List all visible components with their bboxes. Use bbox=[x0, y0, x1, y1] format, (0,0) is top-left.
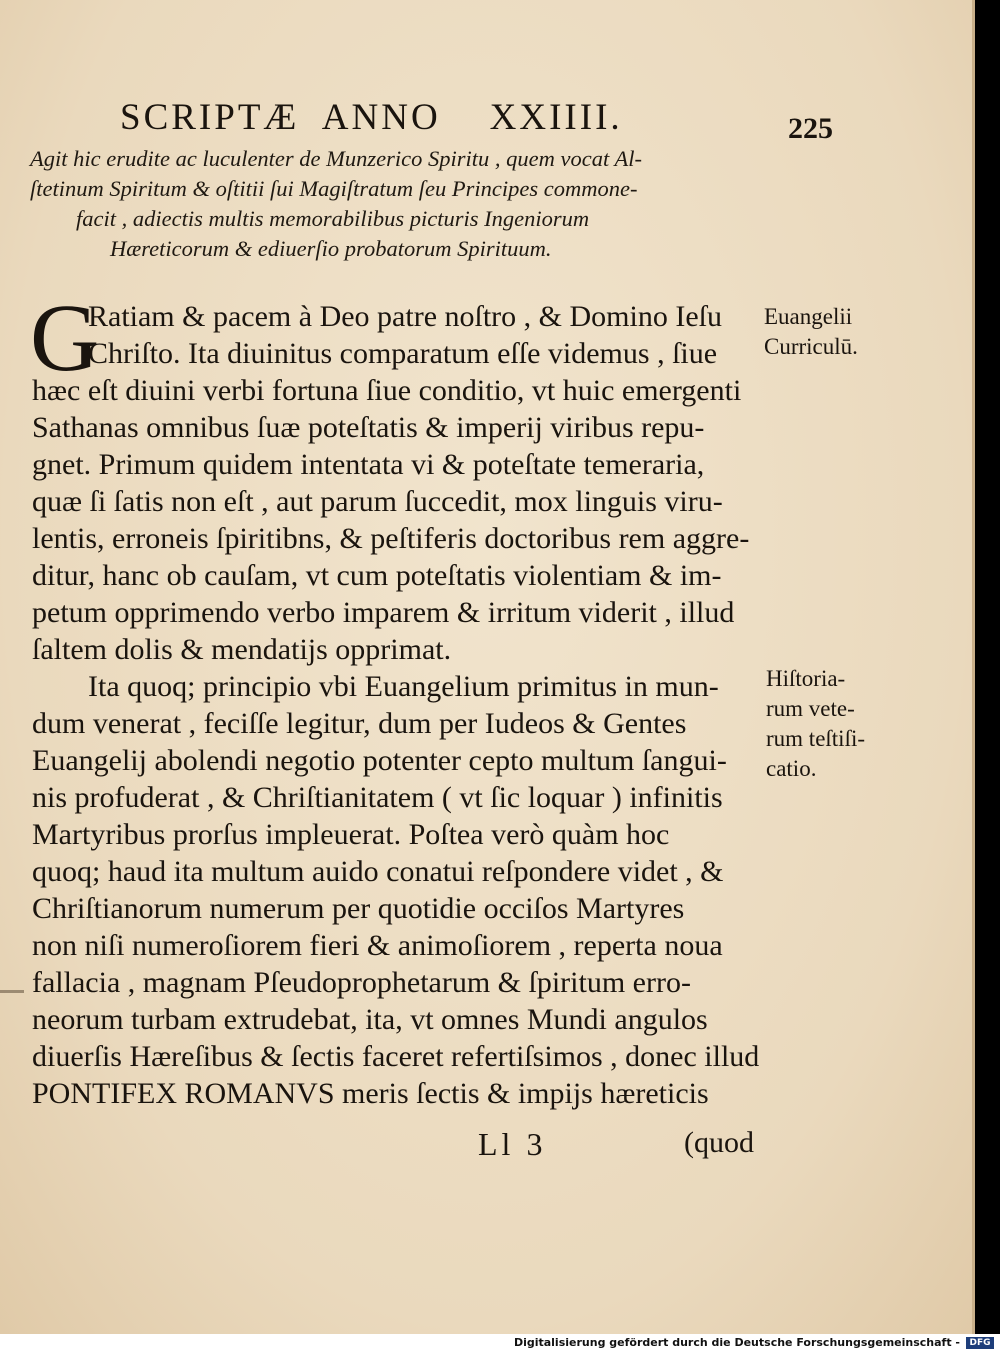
text-line: Martyribus prorſus impleuerat. Poſtea verò quàm hoc bbox=[32, 818, 670, 851]
main-text bbox=[30, 284, 772, 1112]
text-line: fallacia , magnam Pſeudoprophetarum & ſpiritum erro- bbox=[32, 966, 691, 999]
text-line: quoq; haud ita multum auido conatui reſpondere videt , & bbox=[32, 855, 724, 888]
text-line: ſaltem dolis & mendatijs opprimat. bbox=[32, 633, 452, 666]
ink-smudge bbox=[0, 990, 24, 993]
page-number: 225 bbox=[788, 112, 833, 145]
text-line: dum venerat , feciſſe legitur, dum per Iudeos & Gentes bbox=[32, 707, 687, 740]
margin-note-euangelii bbox=[764, 302, 858, 362]
text-line: Sathanas omnibus ſuæ poteſtatis & imperij viribus repu- bbox=[32, 411, 705, 444]
text-line: Ratiam & pacem à Deo patre noſtro , & Domino Ieſu bbox=[88, 300, 722, 333]
summary-line: facit , adiectis multis memorabilibus picturis Ingeniorum bbox=[76, 206, 590, 231]
text-line: PONTIFEX ROMANVS meris ſectis & impijs hæreticis bbox=[32, 1077, 709, 1110]
summary-line: ſtetinum Spiritum & oſtitii ſui Magiſtratum ſeu Principes commone- bbox=[30, 176, 638, 201]
text-line: Chriſto. Ita diuinitus comparatum eſſe videmus , ſiue bbox=[88, 337, 718, 370]
margin-note-line: rum vete- bbox=[766, 696, 855, 721]
text-line: non niſi numeroſiorem fieri & animoſiorem , reperta noua bbox=[32, 929, 723, 962]
summary-line: Agit hic erudite ac luculenter de Munzerico Spiritu , quem vocat Al- bbox=[30, 146, 642, 171]
signature-mark: Ll 3 bbox=[478, 1126, 547, 1162]
text-line: Chriſtianorum numerum per quotidie occiſos Martyres bbox=[32, 892, 685, 925]
margin-note-line: catio. bbox=[766, 756, 817, 781]
margin-note-line: rum teſtiſi- bbox=[766, 726, 866, 751]
margin-note-historiarum bbox=[766, 664, 865, 784]
text-line: hæc eſt diuini verbi fortuna ſiue conditio, vt huic emergenti bbox=[32, 374, 742, 407]
text-line: neorum turbam extrudebat, ita, vt omnes Mundi angulos bbox=[32, 1003, 708, 1036]
catchword: (quod bbox=[684, 1126, 754, 1159]
text-line: lentis, erroneis ſpiritibns, & peſtiferis doctoribus rem aggre- bbox=[32, 522, 750, 555]
margin-note-line: Euangelii bbox=[764, 304, 853, 329]
summary-line: Hæreticorum & ediuerſio probatorum Spirituum. bbox=[110, 236, 552, 261]
margin-note-line: Curriculū. bbox=[764, 334, 858, 359]
text-line: petum opprimendo verbo imparem & irritum viderit , illud bbox=[32, 596, 735, 629]
text-line: quæ ſi ſatis non eſt , aut parum ſuccedit, mox linguis viru- bbox=[32, 485, 723, 518]
chapter-summary bbox=[30, 144, 770, 264]
dfg-logo: DFG bbox=[966, 1337, 994, 1349]
funding-credit: Digitalisierung gefördert durch die Deutsche Forschungsgemeinschaft - bbox=[513, 1336, 960, 1349]
text-line: gnet. Primum quidem intentata vi & poteſtate temeraria, bbox=[32, 448, 705, 481]
text-line: Ita quoq; principio vbi Euangelium primitus in mun- bbox=[88, 670, 719, 703]
margin-note-line: Hiſtoria- bbox=[766, 666, 846, 691]
text-line: ditur, hanc ob cauſam, vt cum poteſtatis violentiam & im- bbox=[32, 559, 722, 592]
drop-capital: G bbox=[30, 284, 100, 391]
running-head: SCRIPTÆ ANNO XXIIII. bbox=[120, 97, 623, 138]
text-line: Euangelij abolendi negotio potenter cepto multum ſangui- bbox=[32, 744, 727, 777]
text-line: nis profuderat , & Chriſtianitatem ( vt ſic loquar ) infinitis bbox=[32, 781, 723, 814]
text-line: diuerſis Hæreſibus & ſectis faceret refertiſsimos , donec illud bbox=[32, 1040, 760, 1073]
